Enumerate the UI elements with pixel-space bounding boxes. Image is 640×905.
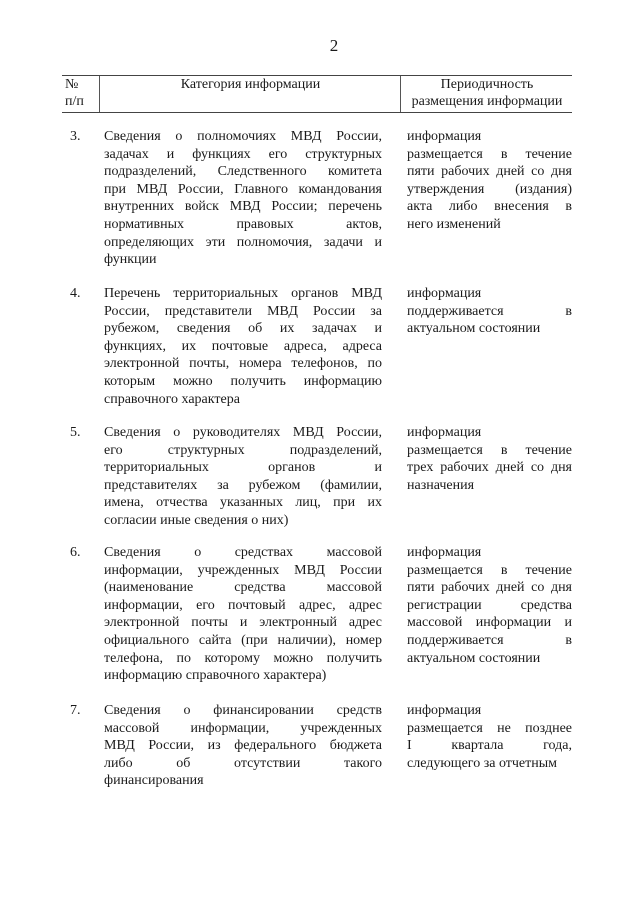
periodicity-line: регистрации средства [407, 597, 572, 613]
category-line: информации, учрежденных МВД России [104, 562, 382, 578]
header-number-line: п/п [65, 94, 84, 109]
periodicity-line: информация [407, 545, 482, 560]
header-number [65, 76, 99, 112]
periodicity-line: I квартала года, [407, 738, 572, 754]
category-line: имена, отчества указанных лиц, при их [104, 495, 382, 511]
periodicity-line: размещается в течение [407, 442, 572, 458]
periodicity-line: информация [407, 286, 482, 301]
periodicity-line: информация [407, 425, 482, 440]
category-line: территориальных органов и [104, 460, 382, 476]
row-category [104, 285, 382, 408]
row-periodicity [407, 285, 572, 338]
header-periodicity-line: размещения информации [411, 94, 563, 109]
category-line: рубежом, сведения об их задачах и [104, 321, 382, 337]
periodicity-line: поддерживается в [407, 303, 572, 319]
category-line: справочного характера [104, 391, 240, 407]
row-periodicity [407, 544, 572, 667]
periodicity-line: поддерживается в [407, 632, 572, 648]
category-line: телефона, по которому можно получить [104, 650, 382, 666]
table-header [62, 75, 572, 113]
category-line: Сведения о руководителях МВД России, [104, 425, 382, 440]
periodicity-line: размещается не позднее [407, 720, 572, 736]
row-number: 3. [70, 129, 81, 144]
row-periodicity [407, 424, 572, 494]
category-line: России, представители МВД России за [104, 303, 382, 319]
row-periodicity [407, 702, 572, 772]
category-line: подразделений, Следственного комитета [104, 164, 382, 180]
row-category [104, 544, 382, 685]
category-line: МВД России, из федерального бюджета [104, 738, 382, 754]
category-line: официального сайта (при наличии), номер [104, 632, 382, 648]
periodicity-line: массовой информации и [407, 615, 572, 631]
category-line: финансирования [104, 773, 204, 789]
periodicity-line: трех рабочих дней со дня [407, 460, 572, 476]
row-number: 7. [70, 703, 81, 718]
category-line: его структурных подразделений, [104, 442, 382, 458]
header-category-line: Категория информации [180, 77, 321, 92]
category-line: функции [104, 252, 157, 268]
periodicity-line: акта либо внесения в [407, 199, 572, 215]
periodicity-line: назначения [407, 477, 475, 493]
header-periodicity [400, 76, 573, 112]
category-line: задачах и функциях его структурных [104, 146, 382, 162]
category-line: функциях, их почтовые адреса, адреса [104, 338, 382, 354]
header-number-line: № [65, 77, 79, 92]
periodicity-line: пяти рабочих дней со дня [407, 580, 572, 596]
row-periodicity [407, 128, 572, 234]
periodicity-line: размещается в течение [407, 146, 572, 162]
category-line: Сведения о средствах массовой [104, 545, 382, 560]
header-category [99, 76, 401, 112]
category-line: при МВД России, Главного командования [104, 181, 382, 197]
row-number: 5. [70, 425, 81, 440]
periodicity-line: актуальном состоянии [407, 650, 541, 666]
row-category [104, 128, 382, 269]
header-periodicity-line: Периодичность [440, 77, 534, 92]
periodicity-line: размещается в течение [407, 562, 572, 578]
category-line: либо об отсутствии такого [104, 755, 382, 771]
category-line: Сведения о финансировании средств [104, 703, 382, 718]
category-line: (наименование средства массовой [104, 580, 382, 596]
periodicity-line: утверждения (издания) [407, 181, 572, 197]
category-line: внутренних войск МВД России; перечень [104, 199, 382, 215]
periodicity-line: актуальном состоянии [407, 321, 541, 337]
category-line: нормативных правовых актов, [104, 216, 382, 232]
periodicity-line: информация [407, 129, 482, 144]
category-line: Сведения о полномочиях МВД России, [104, 129, 382, 144]
category-line: согласии иные сведения о них) [104, 512, 289, 528]
page-number: 2 [329, 36, 339, 55]
row-category [104, 424, 382, 530]
row-number: 6. [70, 545, 81, 560]
category-line: Перечень территориальных органов МВД [104, 286, 382, 301]
periodicity-line: пяти рабочих дней со дня [407, 164, 572, 180]
periodicity-line: него изменений [407, 216, 501, 232]
category-line: информации, его почтовый адрес, адрес [104, 597, 382, 613]
periodicity-line: информация [407, 703, 482, 718]
row-category [104, 702, 382, 790]
category-line: представителях за рубежом (фамилии, [104, 477, 382, 493]
category-line: которым можно получить информацию [104, 373, 382, 389]
category-line: электронной почты, номера телефонов, по [104, 356, 382, 372]
category-line: информацию справочного характера) [104, 668, 327, 684]
periodicity-line: следующего за отчетным [407, 755, 558, 771]
category-line: определяющих эти полномочия, задачи и [104, 234, 382, 250]
category-line: массовой информации, учрежденных [104, 720, 382, 736]
category-line: электронной почты и электронный адрес [104, 615, 382, 631]
row-number: 4. [70, 286, 81, 301]
